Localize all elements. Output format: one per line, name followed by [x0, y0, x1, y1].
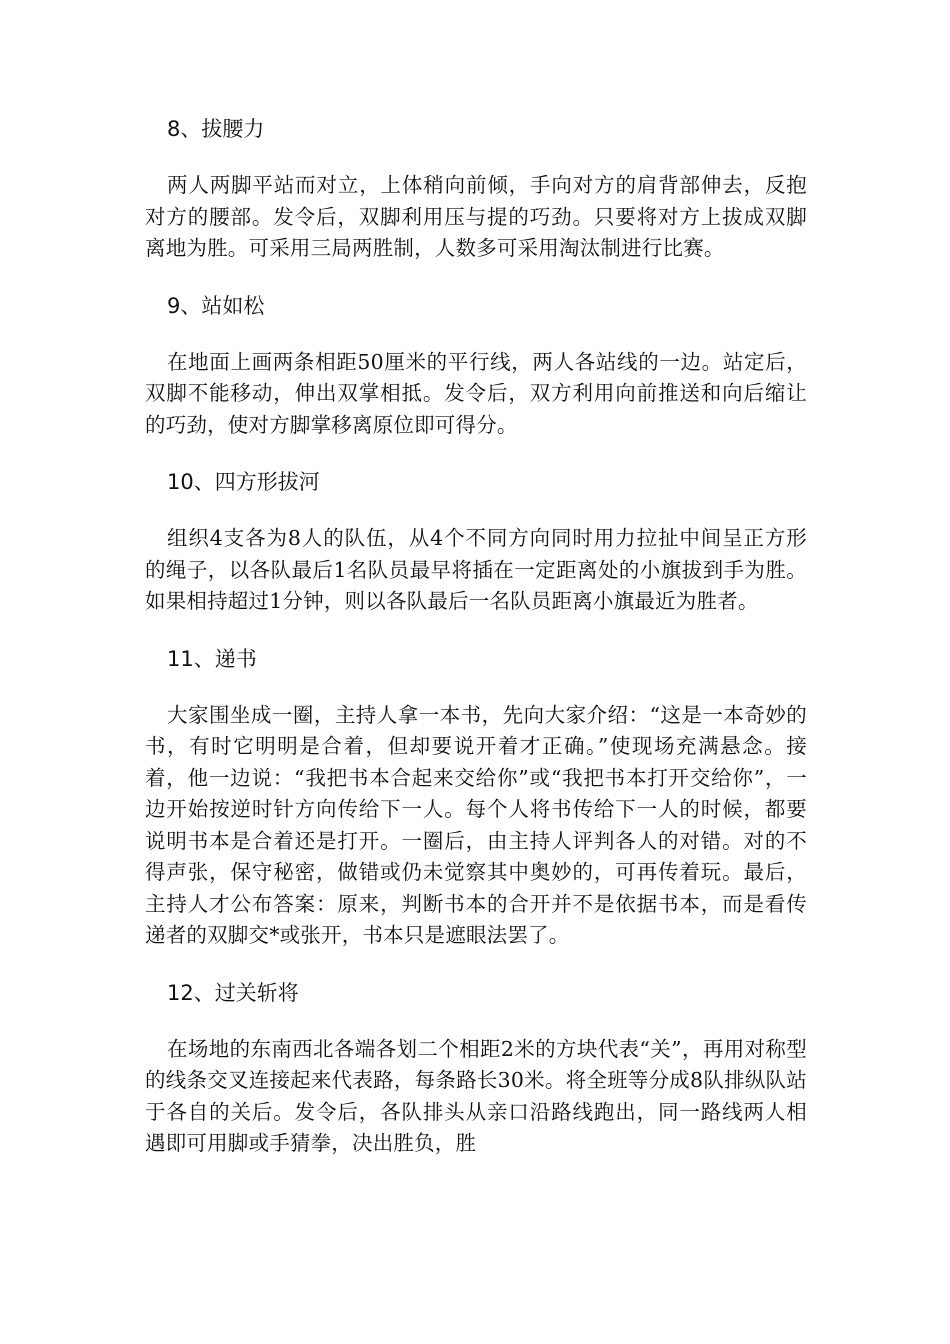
section-body: 在地面上画两条相距50厘米的平行线，两人各站线的一边。站定后，双脚不能移动，伸出双掌相抵。发令后，双方利用向前推送和向后缩让的巧劲，使对方脚掌移离原位即可得分。 [145, 349, 807, 437]
section-11 [145, 642, 807, 952]
document-page [145, 112, 807, 1184]
section-heading: 8、拔腰力 [167, 117, 265, 141]
section-heading: 10、四方形拔河 [167, 470, 320, 494]
section-body: 大家围坐成一圈，主持人拿一本书，先向大家介绍：“这是一本奇妙的书，有时它明明是合着，但却要说开着才正确。”使现场充满悬念。接着，他一边说：“我把书本合起来交给你”或“我把书本打开交给你”，一边开始按逆时针方向传给下一人。每个人将书传给下一人的时候，都要说明书本是合着还是打开。一圈后，由主持人评判各人的对错。对的不得声张，保守秘密，做错或仍未觉察其中奥妙的，可再传着玩。最后，主持人才公布答案：原来，判断书本的合开并不是依据书本，而是看传递者的双脚交*或张开，书本只是遮眼法罢了。 [145, 702, 807, 947]
section-12 [145, 976, 807, 1160]
section-body: 组织4支各为8人的队伍，从4个不同方向同时用力拉扯中间呈正方形的绳子，以各队最后1名队员最早将插在一定距离处的小旗拔到手为胜。如果相持超过1分钟，则以各队最后一名队员距离小旗最近为胜者。 [145, 526, 807, 613]
section-heading: 9、站如松 [167, 293, 265, 318]
section-heading: 11、递书 [167, 646, 257, 671]
section-10 [145, 465, 807, 618]
section-body: 在场地的东南西北各端各划二个相距2米的方块代表“关”，再用对称型的线条交叉连接起来代表路，每条路长30米。将全班等分成8队排纵队站于各自的关后。发令后，各队排头从亲口沿路线跑出，同一路线两人相遇即可用脚或手猜拳，决出胜负，胜 [145, 1036, 807, 1155]
section-8 [145, 112, 807, 265]
section-9 [145, 289, 807, 442]
section-body: 两人两脚平站而对立，上体稍向前倾，手向对方的肩背部伸去，反抱对方的腰部。发令后，双脚利用压与提的巧劲。只要将对方上拔成双脚离地为胜。可采用三局两胜制，人数多可采用淘汰制进行比赛。 [145, 173, 807, 260]
section-heading: 12、过关斩将 [167, 980, 299, 1005]
